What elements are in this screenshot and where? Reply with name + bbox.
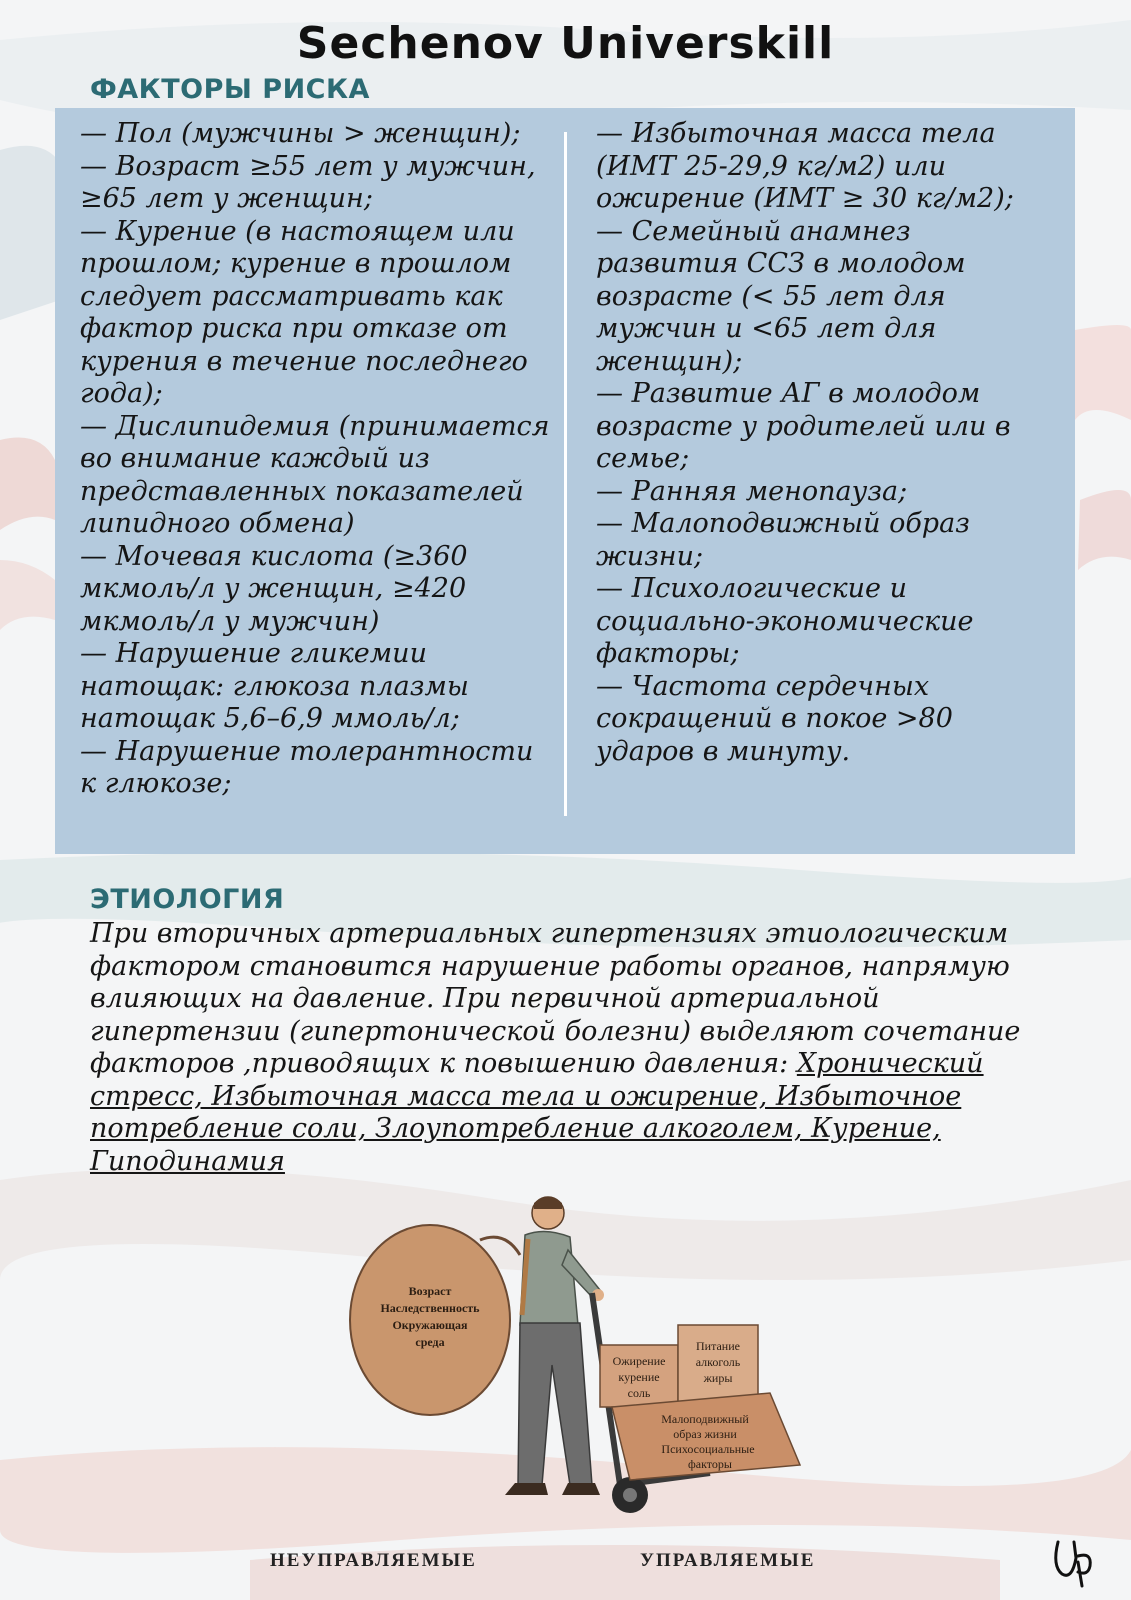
risk-item: — Возраст ≥55 лет у мужчин, ≥65 лет у женщин;	[80, 150, 536, 214]
risk-item: — Частота сердечных сокращений в покое >80 ударов в минуту.	[596, 670, 953, 767]
box-label: соль	[627, 1386, 651, 1400]
sack-label: Наследственность	[380, 1301, 480, 1315]
sack-label: среда	[415, 1335, 445, 1349]
box-label: факторы	[688, 1457, 732, 1471]
box-small-left	[600, 1345, 678, 1407]
box-label: образ жизни	[673, 1427, 737, 1441]
risk-item: — Курение (в настоящем или прошлом; курение в прошлом следует рассматривать как фактор риска при отказе от курения в течение последнего года);	[80, 215, 528, 409]
sack-label: Окружающая	[392, 1318, 468, 1332]
risk-item: — Нарушение толерантности к глюкозе;	[80, 735, 534, 799]
risk-item: — Нарушение гликемии натощак: глюкоза плазмы натощак 5,6–6,9 ммоль/л;	[80, 638, 469, 734]
risk-item: — Психологические и социально-экономические факторы;	[596, 573, 974, 669]
risk-item: — Развитие АГ в молодом возрасте у родителей или в семье;	[596, 378, 1011, 474]
box-label: жиры	[703, 1371, 733, 1385]
risk-item: — Дислипидемия (принимается во внимание каждый из представленных показателей липидного обмена)	[80, 410, 550, 539]
column-divider	[564, 132, 567, 816]
etiology-heading: ЭТИОЛОГИЯ	[90, 884, 285, 915]
page-title: Sechenov Universkill	[296, 18, 835, 69]
box-large	[612, 1393, 800, 1480]
risk-item: — Пол (мужчины > женщин);	[80, 118, 521, 149]
man-figure	[505, 1197, 604, 1495]
etiology-factors-underlined: Хронический стресс, Избыточная масса тела и ожирение, Избыточное потребление соли, Злоупотребление алкоголем, Курение, Гиподинамия	[90, 1048, 984, 1177]
risk-item: — Ранняя менопауза;	[596, 475, 908, 507]
caption-manageable: УПРАВЛЯЕМЫЕ	[640, 1550, 816, 1571]
risk-factors-heading: ФАКТОРЫ РИСКА	[90, 74, 370, 105]
box-label: алкоголь	[695, 1355, 741, 1369]
risk-item: — Семейный анамнез развития ССЗ в молодом возрасте (< 55 лет для мужчин и <65 лет для женщин);	[596, 215, 966, 377]
box-label: Психосоциальные	[661, 1442, 755, 1456]
box-label: курение	[618, 1370, 660, 1384]
brand-logo-icon	[1048, 1536, 1100, 1590]
risk-factors-right-column	[596, 118, 1056, 768]
etiology-text: При вторичных артериальных гипертензиях этиологическим фактором становится нарушение работы органов, напрямую влияющих на давление. При первичной артериальной гипертензии (гипертонической болезни) выделяют сочетание факторов ,приводящих к повышению давления:	[90, 918, 1021, 1079]
risk-factors-illustration	[330, 1195, 890, 1585]
sack-label: Возраст	[408, 1284, 452, 1298]
risk-item: — Избыточная масса тела (ИМТ 25-29,9 кг/м2) или ожирение (ИМТ ≥ 30 кг/м2);	[596, 118, 1014, 214]
caption-unmanageable: НЕУПРАВЛЯЕМЫЕ	[270, 1550, 477, 1571]
risk-item: — Мочевая кислота (≥360 мкмоль/л у женщин, ≥420 мкмоль/л у мужчин)	[80, 540, 468, 637]
risk-item: — Малоподвижный образ жизни;	[596, 508, 970, 572]
risk-factors-left-column	[80, 118, 555, 801]
risk-factors-panel	[55, 108, 1075, 854]
box-label: Ожирение	[612, 1354, 666, 1368]
box-label: Питание	[696, 1339, 740, 1353]
etiology-paragraph	[90, 918, 1040, 1178]
box-label: Малоподвижный	[661, 1412, 749, 1426]
